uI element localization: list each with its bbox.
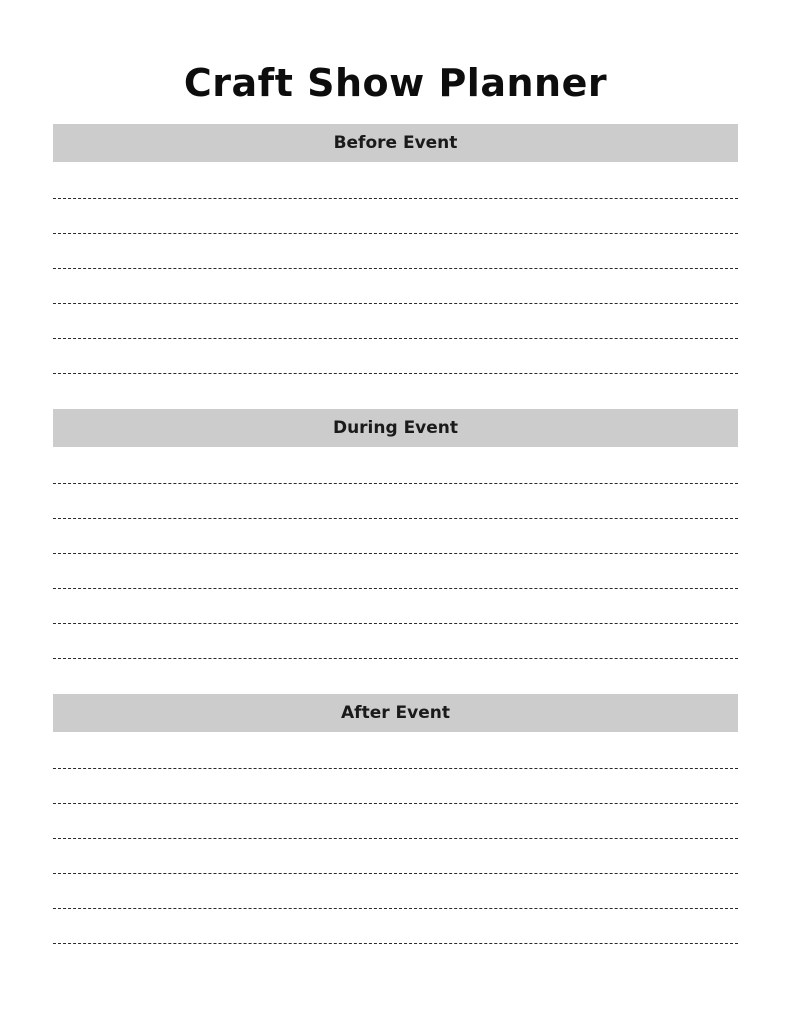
section-before-event	[53, 124, 738, 162]
writing-line[interactable]	[53, 553, 738, 554]
section-during-event	[53, 409, 738, 447]
section-header-label: During Event	[332, 418, 459, 438]
section-header	[53, 124, 738, 162]
writing-line[interactable]	[53, 303, 738, 304]
writing-line[interactable]	[53, 838, 738, 839]
page-title: Craft Show Planner	[183, 61, 608, 105]
writing-line[interactable]	[53, 588, 738, 589]
writing-line[interactable]	[53, 908, 738, 909]
writing-line[interactable]	[53, 873, 738, 874]
section-after-event	[53, 694, 738, 732]
writing-line[interactable]	[53, 518, 738, 519]
writing-line[interactable]	[53, 483, 738, 484]
writing-line[interactable]	[53, 943, 738, 944]
section-header-label: After Event	[341, 703, 450, 723]
writing-line[interactable]	[53, 198, 738, 199]
writing-line[interactable]	[53, 658, 738, 659]
writing-line[interactable]	[53, 373, 738, 374]
writing-line[interactable]	[53, 233, 738, 234]
writing-line[interactable]	[53, 338, 738, 339]
section-header	[53, 694, 738, 732]
writing-line[interactable]	[53, 803, 738, 804]
writing-line[interactable]	[53, 268, 738, 269]
writing-line[interactable]	[53, 768, 738, 769]
writing-line[interactable]	[53, 623, 738, 624]
section-header-label: Before Event	[333, 133, 458, 153]
section-header	[53, 409, 738, 447]
